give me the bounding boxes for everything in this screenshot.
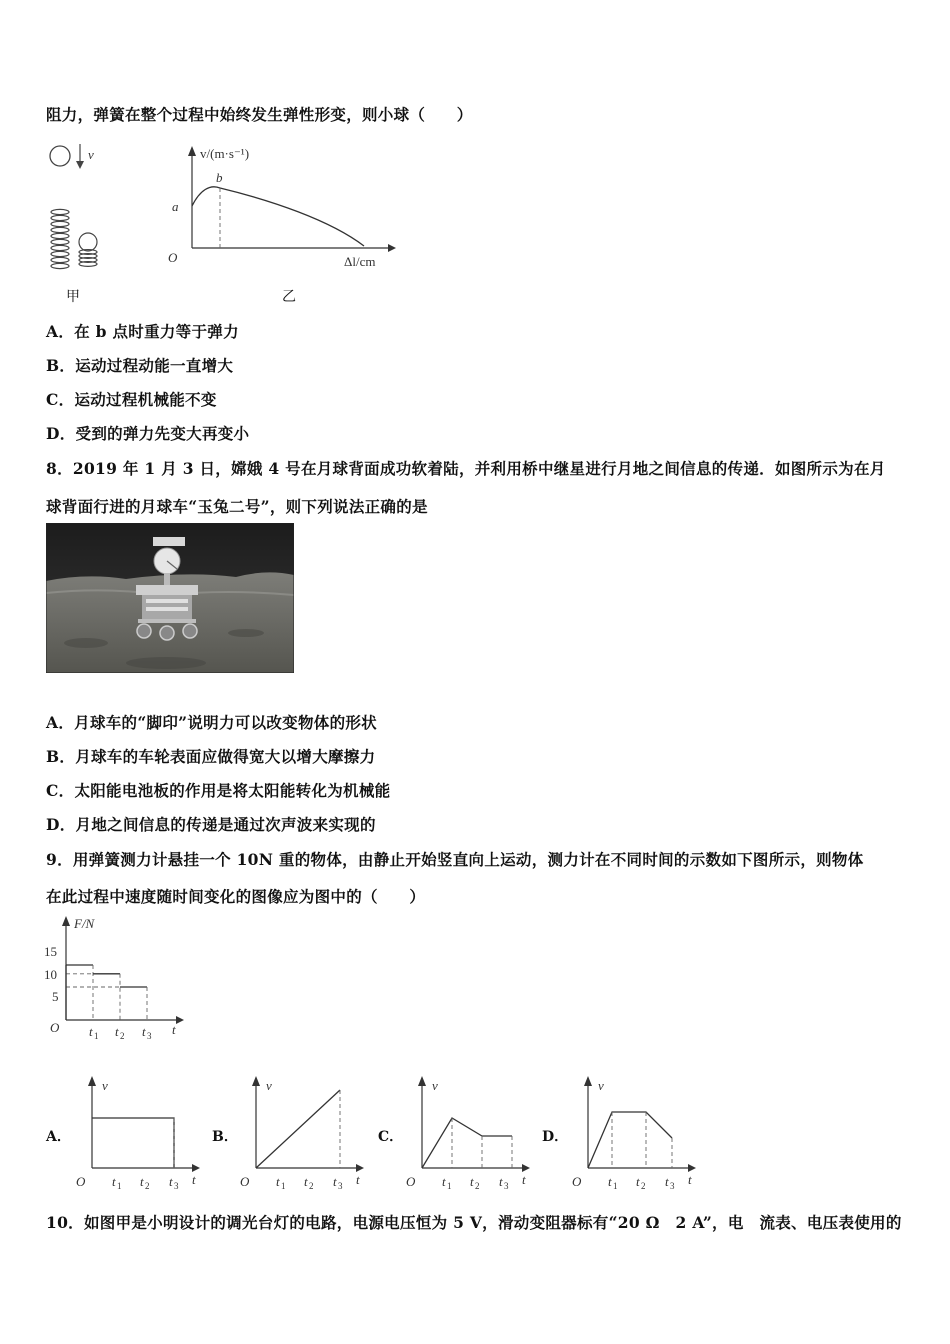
v-graph-a-origin: O [76,1174,86,1189]
yi-point-b: b [216,170,223,185]
svg-text:t: t [115,1024,119,1039]
v-graph-a-t2-sub: 2 [145,1181,150,1191]
v-graph-d-t3-sub: 3 [670,1181,675,1191]
force-ylabel: F/N [74,916,95,931]
v-graph-c-t2-sub: 2 [475,1181,480,1191]
q9-stem-line2: 在此过程中速度随时间变化的图像应为图中的（ ） [46,887,426,906]
q7-option-c: C．运动过程机械能不变 [46,390,217,409]
v-graph-a-t3-sub: 3 [174,1181,179,1191]
v-graph-a-t1: t [112,1174,116,1189]
force-ytick-15: 15 [44,944,57,959]
v-graph-d-ylabel: v [598,1078,604,1093]
v-graph-a-xlabel: t [192,1172,196,1187]
q10-stem-line1: 10．如图甲是小明设计的调光台灯的电路，电源电压恒为 5 V，滑动变阻器标有“20 Ω 2 A”，电 流表、电压表使用的 [46,1213,902,1232]
v-graph-b-t1-sub: 1 [281,1181,286,1191]
q8-stem-line1: 8．2019 年 1 月 3 日，嫦娥 4 号在月球背面成功软着陆，并利用桥中继星进行月地之间信息的传递．如图所示为在月 [46,459,886,478]
v-graph-b-t2-sub: 2 [309,1181,314,1191]
v-graph-c-line [422,1118,512,1168]
v-graph-d [562,1072,702,1194]
v-graph-a-line [92,1118,174,1168]
q7-option-b: B．运动过程动能一直增大 [46,356,234,375]
q8-option-b: B．月球车的车轮表面应做得宽大以增大摩擦力 [46,747,376,766]
force-xtick-1 [89,1024,99,1041]
q9-stem-line1: 9．用弹簧测力计悬挂一个 10N 重的物体，由静止开始竖直向上运动，测力计在不同时间的示数如下图所示，则物体 [46,850,864,869]
v-graph-c-ylabel: v [432,1078,438,1093]
v-graph-c-t1: t [442,1174,446,1189]
svg-text:3: 3 [147,1031,152,1041]
v-graph-d-xlabel: t [688,1172,692,1187]
v-graph-d-origin: O [572,1174,582,1189]
v-graph-b-t2: t [304,1174,308,1189]
q7-stem-tail: 阻力，弹簧在整个过程中始终发生弹性形变，则小球（ ） [46,105,473,124]
q8-option-d: D．月地之间信息的传递是通过次声波来实现的 [46,815,376,834]
yi-velocity-curve [192,187,364,246]
v-graph-b-t1: t [276,1174,280,1189]
q8-option-a: A．月球车的“脚印”说明力可以改变物体的形状 [46,713,377,732]
ball-icon [50,146,70,166]
v-graph-a-t3: t [169,1174,173,1189]
yi-point-a: a [172,199,179,214]
figure-jia [40,140,120,280]
spring-left-icon [51,209,69,268]
spring-compressed-icon [79,233,97,266]
v-graph-d-line [588,1112,672,1168]
q7-option-d: D．受到的弹力先变大再变小 [46,424,250,443]
v-graph-c-t2: t [470,1174,474,1189]
option-d-letter: D． [542,1129,569,1145]
v-graph-d-t2-sub: 2 [641,1181,646,1191]
force-xtick-3 [142,1024,152,1041]
svg-text:t: t [89,1024,93,1039]
v-graph-a-t1-sub: 1 [117,1181,122,1191]
q8-stem-line2: 球背面行进的月球车“玉兔二号”，则下列说法正确的是 [46,497,428,516]
v-graph-d-t2: t [636,1174,640,1189]
v-graph-b-ylabel: v [266,1078,272,1093]
force-steps [66,965,147,1020]
lunar-rover-photo [46,523,294,673]
force-ytick-5: 5 [52,989,59,1004]
v-graph-c-t3: t [499,1174,503,1189]
v-graph-a [66,1072,206,1194]
v-graph-c-t1-sub: 1 [447,1181,452,1191]
v-graph-d-t1: t [608,1174,612,1189]
svg-text:1: 1 [94,1031,99,1041]
v-graph-d-t3: t [665,1174,669,1189]
v-graph-c-origin: O [406,1174,416,1189]
v-graph-b-xlabel: t [356,1172,360,1187]
v-graph-b-line [256,1090,340,1168]
v-graph-d-t1-sub: 1 [613,1181,618,1191]
option-c-letter: C． [378,1129,404,1145]
svg-text:t: t [142,1024,146,1039]
force-ytick-10: 10 [44,967,57,982]
yi-xlabel: Δl/cm [344,254,376,269]
v-graph-b [230,1072,370,1194]
force-origin: O [50,1020,60,1035]
yi-origin: O [168,250,178,265]
v-graph-c [396,1072,536,1194]
q7-option-a: A．在 b 点时重力等于弹力 [46,322,239,341]
v-graph-a-ylabel: v [102,1078,108,1093]
figure-yi-label: 乙 [282,289,296,305]
v-graph-c-t3-sub: 3 [504,1181,509,1191]
v-graph-b-t3: t [333,1174,337,1189]
v-graph-b-origin: O [240,1174,250,1189]
svg-text:2: 2 [120,1031,125,1041]
figure-yi [160,140,400,275]
option-a-letter: A． [46,1129,71,1145]
yi-ylabel: v/(m·s⁻¹) [200,146,250,161]
q8-option-c: C．太阳能电池板的作用是将太阳能转化为机械能 [46,781,391,800]
force-xlabel: t [172,1022,176,1037]
v-graph-a-t2: t [140,1174,144,1189]
figure-jia-label: 甲 [66,289,80,305]
v-graph-c-xlabel: t [522,1172,526,1187]
v-graph-b-t3-sub: 3 [338,1181,343,1191]
force-xtick-2 [115,1024,125,1041]
velocity-label: v [88,147,94,162]
option-b-letter: B． [212,1129,238,1145]
force-time-graph [40,912,190,1042]
